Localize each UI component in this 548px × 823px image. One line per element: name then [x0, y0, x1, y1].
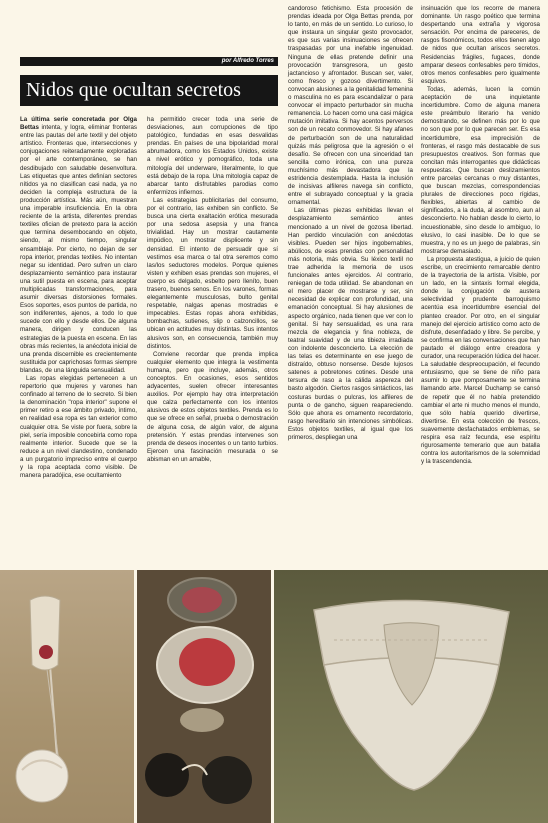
paragraph [20, 375, 137, 480]
title-banner [20, 75, 278, 106]
paragraph-text: Las ropas elegidas pertenecen a un repertorio que mujeres y varones han confinado al terreno de lo secreto. Si bien la denominación "ropa interior" supone el primer retiro a ese ámbito privado, íntimo, en realidad esa ropa es tan exterior como cualquier otra. Se viste por fuera, sobre la piel, sería imposible concebirla como ropa realmente interior. Sucede que se la reduce a un nivel clandestino, condenado a un purgatorio impreciso entre el cuerpo y la ropa aceptada como visible. De manera paradójica, ese ocultamiento [20, 375, 137, 480]
text-column-3 [288, 5, 413, 442]
author-byline: por Alfredo Torres [221, 58, 274, 64]
paragraph [20, 116, 137, 375]
photo-hanging-sculpture [0, 570, 134, 823]
paragraph: La propuesta atestigua, a juicio de quien escribe, un crecimiento remarcable dentro de la trayectoria de la artista. Visible, por un lado, en la sintaxis formal elegida, donde la conjugación de austera selectividad y prudente barroquismo acentúa esa incertidumbre esencial del planteo creador. Por otro, en el singular manejo del ejercicio artístico como acto de disfrute, desenfadado y libre. Se percibe, y se confirma en las conversaciones que han pautado el diálogo entre creadora y curador, una recuperación lúdica del hacer. La saludable despreocupación, el fecundo entusiasmo, que se tiene de niño para asumir lo que pomposamente se termina llamando arte. Marcel Duchamp se cansó de repetir que él no había pretendido cambiar el arte ni mucho menos el mundo, que sólo había querido divertirse, divertirse. En esta colección de frescos, suavemente desfachatados emblemas, se respira esa raíz fecunda, ese espíritu rigurosamente temerario que aun batalla contra los autoritarismos de la solemnidad y la trascendencia. [421, 255, 541, 466]
undergarment-illustration [274, 570, 548, 823]
author-bar [20, 57, 278, 66]
article-title: Nidos que ocultan secretos [26, 79, 241, 101]
paragraph: insinuación que los recorre de manera dominante. Un rasgo poético que termina despertando una extraña y vigorosa sensación. Por encima de pareceres, de rasgos fisonómicos, todos ellos tienen algo de nidos que ocultan ariscos secretos. Residencias frágiles, fugaces, donde amparar deseos confesables pero tímidos, otros menos confesables pero igualmente esquivos. [421, 5, 540, 85]
photo-undergarment-piece [274, 570, 548, 823]
photo-textile-objects [137, 570, 271, 823]
paragraph: Todas, además, lucen la común aceptación de una inquietante incertidumbre. Como de alguna manera este preámbulo literario ha venido demostrando, se definen más por lo que no son que por lo que parecen ser. Es esa incertidumbre, esa imprecisión de fronteras, el rasgo más destacable de sus presupuestos creativos. Son formas que concitan más interrogantes que didácticas respuestas. Que buscan deslizamientos entre parcelas cercanas o muy distantes, que buscan mezclas, correspondencias plurales de direcciones poco rígidas, flexibles, abiertas al cambio de significados, a la duda, al asombro, aun al desconcierto. No hablan desde lo cierto, lo incuestionable, sino desde lo ambiguo, lo elusivo, lo casi inasible. De lo que se muestra, y no es un juego de palabras, sin mostrarse demasiado. [421, 85, 540, 255]
paragraph: Conviene recordar que prenda implica cualquier elemento que integra la vestimenta humana, pero que incluye, además, otros conceptos. En ocasiones, esos sentidos adyacentes, suelen ofrecer interesantes auxilios. Por ejemplo hay otra interpretación que calza perfectamente con los intentos alusivos de estos objetos textiles. Prenda es lo que se ofrece en señal, prueba o demostración de alguna cosa, de algún valor, de alguna pretensión. Y estas prendas intervenes son prenda de deseos inocentes o un tanto turbios. Ejercen una fascinación mesurada o se abisman en un amable, [147, 350, 278, 463]
paragraph: Las últimas piezas exhibidas llevan el desplazamiento semántico antes mencionado a un nivel de gozosa libertad. Han perdido vinculación con anécdotas visibles. Pueden ser hijos ingobernables, abúlicos, de esas prendas con personalidad más notoria, más obvia. Su léxico textil no trae adherida la memoria de usos funcionales antes ejercidos. Al contrario, reniegan de toda utilidad. Se abandonan en el mero placer de mostrarse y ser, sin necesidad de explicar con profundidad, una emanación conceptual. Si hay alusiones de aspecto orgánico, nada tienen que ver con lo genital. Si hay sensualidad, es una rara mezcla de elegancia y fina nobleza, de teatral suavidad y de una tibieza irradiada con indolente desconcierto. La elección de las telas es determinante en ese juego de distraído, obtuso nonsense. Desde lujosos satenes a pobretones cotines. Desde una tersura de raso a la cálida aspereza del basto algodón. Ciertos rasgos sintácticos, las costuras burdas o pulcras, los alfileres de punta o de gancho, siguen reapareciendo. Sólo que ahora es ornamento recordatorio, rasgo hereditario sin intenciones simbólicas. Estos objetos textiles, al igual que los primeros, despliegan una [288, 207, 413, 441]
paragraph: ha permitido crecer toda una serie de desviaciones, aun corrupciones de tipo patológico, fundadas en esas desvalidas prendas. En países de una bipolaridad moral abrumadora, como los Estados Unidos, existe a nivel erótico y pornográfico, toda una mitología del underware, literalmente, lo que está debajo de la ropa. Una mitología capaz de abarcar tanto disfrutables parodias como enfermizos infiernos. [147, 116, 278, 196]
paragraph: Las estrategias publicitarias del consumo, por el contrario, las exhiben sin conflicto. Se busca una cierta exaltación erótica mesurada por una sedosa asepsia y una franca trivialidad. Hay un mostrar cautamente impúdico, un mostrar displicente y sin densidad. El intento de persuadir que sí vestimos esa marca o tal otra seremos como las/los seductores modelos. Porque quienes visten y exhiben esas prendas son mujeres, el cuerpo es delgado, esbelto pero lleníto, buen trasero, buenos senos. En los varones, formas elegantemente musculosas, bulto genital respetable, nalgas apenas mostradas e impecables. Estas ropas ahora exhibidas, bombachas, sutienes, slip o calzoncillos, se ubican en actitudes muy distintas. Sus intentos alusivos son, en consecuencia, también muy distintos. [147, 196, 278, 350]
text-column-1 [20, 116, 137, 480]
photo-strip [0, 570, 548, 823]
hanging-sculpture-illustration [0, 570, 134, 823]
paragraph: candoroso fetichismo. Esta procesión de prendas ideada por Olga Bettas prenda, por lo tanto, en más de un sentido. Lo curioso, lo que instaura un singular gesto provocador, es que sus varias insinuaciones se ofrecen traspasadas por una inefable ingenuidad. Ninguna de ellas pretende definir una provocación transgresora, un gesto jactancioso y afrontador. Buscan ser, valer, como fresco y gozoso divertimento. Si convocan alusiones a la genitalidad femenina o masculina no es para escandalizar o para convocar el impacto perturbador sin mucha remanencia. Lo hacen como una casi mágica mutación imitativa. Si hay acentos perversos son de un recato conmovedor. Si hay afanes de perturbación son de una naturalidad quizás más peligrosa que la agresión o el desafío. Se ofrecen con una sinceridad tan sencilla como irónica, con una pureza muchísimo más devastadora que la estridencia destemplada. Hasta la inclusión de incisivas alfileres navega sin conflicto, entre el subrayado conceptual y la gracia ornamental. [288, 5, 413, 207]
textile-objects-illustration [137, 570, 271, 823]
paragraph-text: intenta, y logra, eliminar fronteras entre las pautas del arte textil y del objeto artístico. Fronteras que, intersecciones y conjugaciones reiteradamente exploradas por el arte contemporáneo, se han desdibujado con saludable desenvoltura. Las etiquetas que antes definían sectores nítidos ya no clasifican casi nada, ya no deciden la compleja estructura de la producción artística. Más aún, muestran una imperable insuficiencia. En la obra reciente de la artista, diferentes prendas textiles ofician de pretexto para la acción que termina desembocando en objeto, siendo, al mismo tiempo, singular ensamblaje. Por cierto, no dejan de ser ropa interior, prendas textiles. No intentan negar su identidad. Pero sufren un claro desplazamiento semántico para instaurar una sutil puesta en escena, para aceptar multiplicadas transformaciones, para asumir diversas distorsiones formales. Esos soportes, esos puntos de partida, no son indiferentes, ajenos, a todo lo que sucede con ello y desde ellos. De alguna manera, dirigen y conducen las estrategias de la puesta en escena. En las obras más recientes, la anécdota inicial de una prenda discernible es crecientemente sustituida por caprichosas formas siempre blandas, de una lánguida sensualidad. [20, 124, 137, 374]
text-column-2 [147, 116, 278, 464]
paragraph-lead: La última serie concretada por Olga Bettas [20, 116, 137, 132]
text-column-4 [421, 5, 540, 466]
